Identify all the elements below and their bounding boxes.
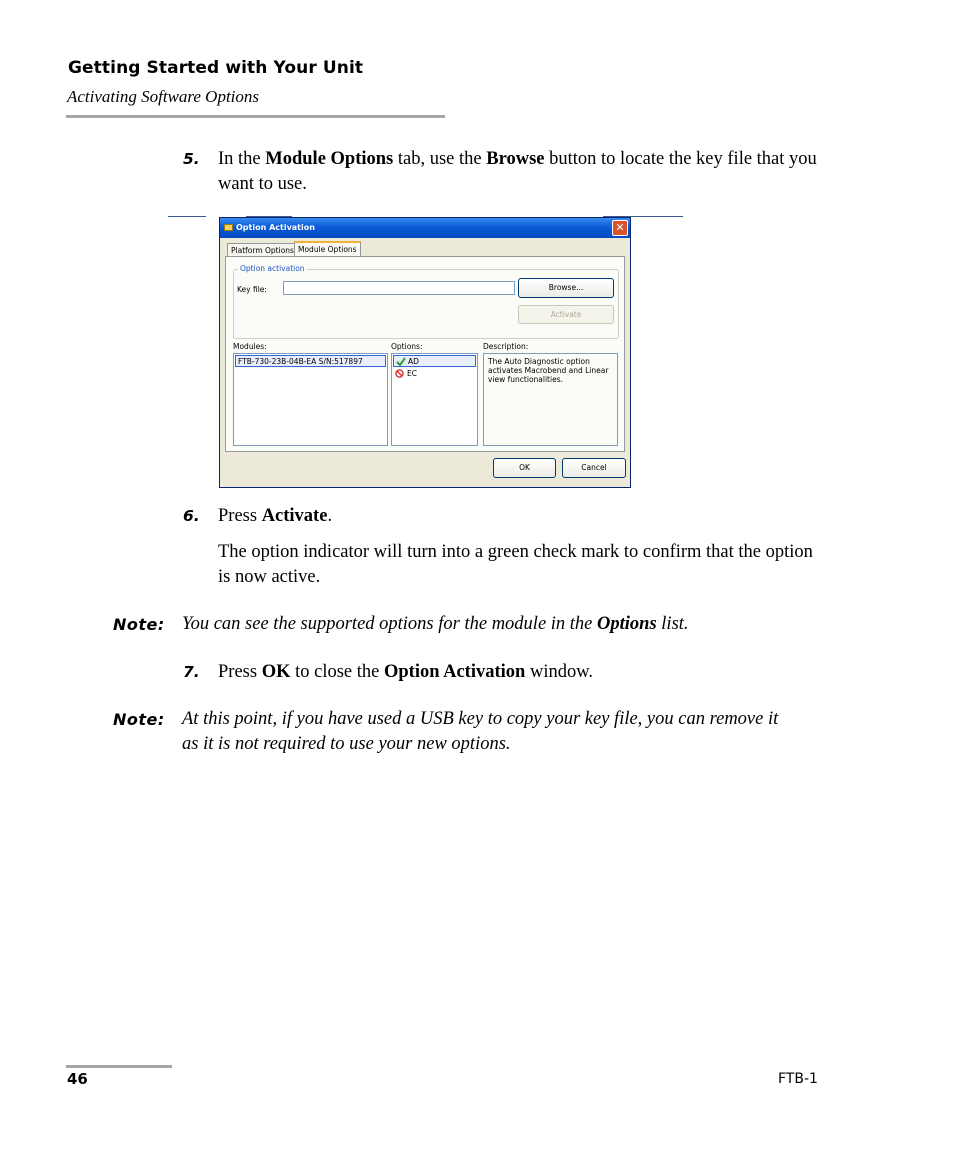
tab-panel <box>225 256 625 452</box>
step-text: Press OK to close the Option Activation window. <box>218 662 593 682</box>
note-text: You can see the supported options for the module in the Options list. <box>182 614 689 634</box>
description-box <box>483 353 618 446</box>
description-label: Description: <box>483 342 529 351</box>
step-5 <box>183 147 823 197</box>
note-text: At this point, if you have used a USB key to copy your key file, you can remove it as it is not required to use your new options. <box>182 709 779 754</box>
step-text: Press Activate. <box>218 506 333 526</box>
key-file-label: Key file: <box>237 285 267 294</box>
running-header-subtitle: Activating Software Options <box>67 87 260 106</box>
app-icon <box>224 224 233 231</box>
check-icon <box>396 357 406 366</box>
option-activation-dialog <box>219 217 631 488</box>
step-6 <box>183 504 823 529</box>
option-name: EC <box>407 369 417 378</box>
options-label: Options: <box>391 342 423 351</box>
key-file-input[interactable] <box>283 281 515 295</box>
ok-button[interactable]: OK <box>493 458 556 478</box>
product-name: FTB-1 <box>778 1071 818 1087</box>
list-item-option[interactable] <box>393 355 476 367</box>
step-6-result: The option indicator will turn into a green check mark to confirm that the option is now active. <box>218 542 813 587</box>
page-number: 46 <box>67 1070 88 1088</box>
group-label: Option activation <box>240 264 305 273</box>
tab-module-options[interactable]: Module Options <box>294 241 361 259</box>
dialog-title: Option Activation <box>236 223 315 232</box>
note-label: Note: <box>113 615 165 634</box>
prohibited-icon <box>395 369 404 378</box>
step-number: 6. <box>183 507 200 525</box>
dialog-titlebar <box>220 218 630 238</box>
step-7 <box>183 660 823 685</box>
activate-button[interactable]: Activate <box>518 305 614 324</box>
cancel-button[interactable]: Cancel <box>562 458 626 478</box>
note-1 <box>113 612 813 637</box>
option-name: AD <box>408 357 419 366</box>
modules-list[interactable] <box>233 353 388 446</box>
note-2 <box>113 707 793 757</box>
modules-label: Modules: <box>233 342 267 351</box>
list-item-option[interactable] <box>393 368 476 380</box>
step-number: 5. <box>183 150 200 168</box>
footer-rule <box>66 1065 172 1068</box>
running-header-title: Getting Started with Your Unit <box>68 58 364 78</box>
step-number: 7. <box>183 663 200 681</box>
crop-mark <box>168 216 206 217</box>
step-text: In the Module Options tab, use the Browse button to locate the key file that you want to use. <box>218 149 817 194</box>
header-rule <box>66 115 445 118</box>
description-text: The Auto Diagnostic option activates Macrobend and Linear view functionalities. <box>488 357 609 384</box>
note-label: Note: <box>113 710 165 729</box>
options-list[interactable] <box>391 353 478 446</box>
list-item[interactable]: FTB-730-23B-04B-EA S/N:517897 <box>235 355 386 367</box>
tab-platform-options[interactable]: Platform Options <box>227 243 298 257</box>
close-icon[interactable]: ✕ <box>612 220 628 236</box>
browse-button[interactable]: Browse... <box>518 278 614 298</box>
